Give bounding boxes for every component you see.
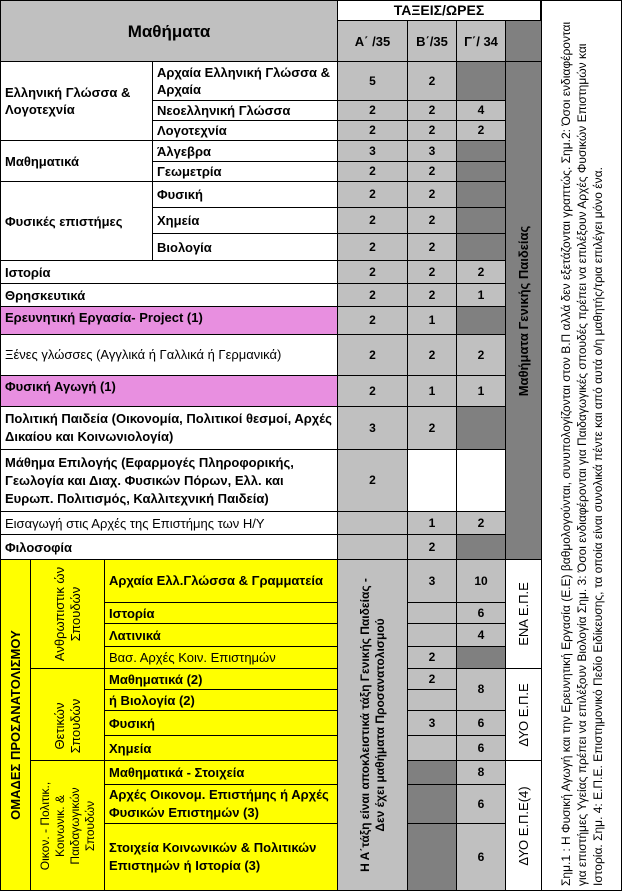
classes-hours-header: ΤΑΞΕΙΣ/ΩΡΕΣ: [337, 0, 541, 21]
hours-b: 1: [407, 511, 457, 535]
orientation-groups-label: ΟΜΑΔΕΣ ΠΡΟΣΑΝΑΤΟΛΙΣΜΟΥ: [0, 559, 31, 891]
hours-b: 2: [407, 161, 457, 182]
sciences-subject: Χημεία: [104, 735, 338, 761]
hours-b: 1: [407, 306, 457, 335]
orientation-hours-c: 6: [456, 823, 506, 891]
subjects-header: Μαθήματα: [0, 0, 338, 62]
orientation-hours-b: 2: [407, 646, 457, 669]
hours-c: [456, 534, 506, 560]
hours-a: 2: [337, 181, 408, 208]
hours-b: 2: [407, 534, 457, 560]
sciences-subject: Μαθηματικά (2): [104, 668, 338, 690]
orientation-hours-c: 6: [456, 710, 506, 736]
hours-b: 2: [407, 260, 457, 284]
orientation-hours-b: [407, 784, 457, 824]
orientation-hours-c: [456, 646, 506, 669]
subject-row-label: Χημεία: [152, 207, 338, 234]
subject-row-label: Αρχαία Ελληνική Γλώσσα & Αρχαία: [152, 61, 338, 101]
orientation-hours-c: 6: [456, 784, 506, 824]
greek-group-label: Ελληνική Γλώσσα & Λογοτεχνία: [0, 61, 153, 141]
subject-row-label: Πολιτική Παιδεία (Οικονομία, Πολιτικοί θεσμοί, Αρχές Δικαίου και Κοινωνιολογία): [0, 406, 338, 450]
hours-c: [456, 140, 506, 162]
hours-a: [337, 511, 408, 535]
hours-a: 2: [337, 449, 408, 512]
hours-b: 1: [407, 375, 457, 407]
hours-a: 2: [337, 260, 408, 284]
subject-row-label: Φυσική: [152, 181, 338, 208]
hours-b: 2: [407, 283, 457, 307]
orientation-hours-b: 3: [407, 559, 457, 603]
hours-a: 3: [337, 140, 408, 162]
hours-a: 2: [337, 207, 408, 234]
hours-b: 3: [407, 140, 457, 162]
sciences-ep-label: ΔΥΟ Ε.Π.Ε: [505, 668, 542, 761]
subject-row-label: Ιστορία: [0, 260, 338, 284]
humanities-ep-label: ΕΝΑ Ε.Π.Ε: [505, 559, 542, 669]
hours-a: 2: [337, 120, 408, 141]
economics-subject: Στοιχεία Κοινωνικών & Πολιτικών Επιστημών ή Ιστορία (3): [104, 823, 338, 891]
hours-a: 5: [337, 61, 408, 101]
subject-row-label: Ερευνητική Εργασία- Project (1): [0, 306, 338, 335]
humanities-subject: Αρχαία Ελλ.Γλώσσα & Γραμματεία: [104, 559, 338, 603]
hours-a: 2: [337, 100, 408, 121]
subject-row-label: Βιολογία: [152, 233, 338, 261]
hours-c: [456, 233, 506, 261]
a-class-note: Η Α΄τάξη είναι αποκλειστικά τάξη Γενικής Παιδείας - Δεν έχει μαθήματα Προσανατολισμού: [337, 559, 408, 891]
hours-c: 1: [456, 283, 506, 307]
general-education-label: Μαθήματα Γενικής Παιδείας: [505, 61, 542, 560]
hours-a: 2: [337, 306, 408, 335]
orientation-hours-c: 6: [456, 602, 506, 624]
hours-a: 2: [337, 334, 408, 376]
hours-b: 2: [407, 100, 457, 121]
orientation-hours-c: 10: [456, 559, 506, 603]
orientation-hours-b: [407, 623, 457, 647]
subject-row-label: Ξένες γλώσσες (Αγγλικά ή Γαλλικά ή Γερμανικά): [0, 334, 338, 376]
subject-row-label: Θρησκευτικά: [0, 283, 338, 307]
humanities-subject: Λατινικά: [104, 623, 338, 647]
subject-row-label: Φυσική Αγωγή (1): [0, 375, 338, 407]
hours-a: 2: [337, 161, 408, 182]
orientation-hours-b: [407, 823, 457, 891]
hours-b: 2: [407, 334, 457, 376]
orientation-hours-b: [407, 689, 457, 711]
hours-c: [456, 207, 506, 234]
subject-row-label: Φιλοσοφία: [0, 534, 338, 560]
hours-c: 2: [456, 260, 506, 284]
humanities-subject: Ιστορία: [104, 602, 338, 624]
hours-a: 2: [337, 283, 408, 307]
math-group-label: Μαθηματικά: [0, 140, 153, 182]
subject-row-label: Γεωμετρία: [152, 161, 338, 182]
subject-row-label: Άλγεβρα: [152, 140, 338, 162]
humanities-group-label: Ανθρωπιστικ ών Σπουδών: [30, 559, 105, 669]
economics-ep-label: ΔΥΟ Ε.Π.Ε(4): [505, 760, 542, 891]
orientation-hours-c: 8: [456, 668, 506, 711]
hours-b: [407, 449, 457, 512]
sciences-subject: ή Βιολογία (2): [104, 689, 338, 711]
sciences-group-label: Θετικών Σπουδών: [30, 668, 105, 783]
orientation-hours-b: [407, 760, 457, 785]
hours-a: [337, 534, 408, 560]
orientation-hours-c: 4: [456, 623, 506, 647]
header-spacer: [505, 20, 542, 62]
orientation-hours-b: 2: [407, 668, 457, 690]
physics-group-label: Φυσικές επιστήμες: [0, 181, 153, 261]
hours-c: 1: [456, 375, 506, 407]
hours-b: 2: [407, 181, 457, 208]
economics-group-label: Οικον. - Πολιτικ., Κοινωνικ. & Παιδαγωγικών Σπουδών: [30, 760, 105, 891]
hours-c: 2: [456, 120, 506, 141]
orientation-hours-b: 3: [407, 710, 457, 736]
hours-c: [456, 181, 506, 208]
economics-subject: Μαθηματικά - Στοιχεία: [104, 760, 338, 785]
economics-subject: Αρχές Οικονομ. Επιστήμης ή Αρχές Φυσικών Επιστημών (3): [104, 784, 338, 824]
subject-row-label: Λογοτεχνία: [152, 120, 338, 141]
sciences-subject: Φυσική: [104, 710, 338, 736]
footnotes: Σημ.1 : Η Φυσική Αγωγή και την Ερευνητική Εργασία (Ε.Ε) βαθμολογούνται, συνυπολογίζονται στον Β.Π αλλά δεν εξετάζονται γραπτώς. Σημ.2: Όσοι ενδιαφέρονται για επιστήμες Υγείας πρέπει να επιλέξουν Βιολογία Σημ. 3: Όσοι ενδιαφέρονται για Παιδαγωγικές σπουδές πρέπει να επιλέξουν Αρχές Φυσικών Επιστημών και Ιστορία. Σημ. 4: Ε.Π.Ε. Επιστημονικό Πεδίο Ειδίκευσης, τα οποία είναι συνολικά πέντε και από αυτά ο/η μαθητής/τρια επιλέγει μόνο ένα.: [541, 0, 622, 891]
hours-b: 2: [407, 207, 457, 234]
hours-b: 2: [407, 406, 457, 450]
hours-c: 2: [456, 511, 506, 535]
orientation-hours-b: [407, 735, 457, 761]
humanities-subject: Βασ. Αρχές Κοιν. Επιστημών: [104, 646, 338, 669]
class-a-header: Α΄ /35: [337, 20, 408, 62]
subject-row-label: Εισαγωγή στις Αρχές της Επιστήμης των Η/Υ: [0, 511, 338, 535]
hours-b: 2: [407, 61, 457, 101]
hours-c: [456, 406, 506, 450]
hours-c: [456, 306, 506, 335]
hours-c: [456, 61, 506, 101]
hours-c: [456, 449, 506, 512]
hours-c: 4: [456, 100, 506, 121]
hours-b: 2: [407, 120, 457, 141]
hours-a: 3: [337, 406, 408, 450]
class-c-header: Γ΄/ 34: [456, 20, 506, 62]
hours-c: [456, 161, 506, 182]
hours-c: 2: [456, 334, 506, 376]
hours-b: 2: [407, 233, 457, 261]
subject-row-label: Μάθημα Επιλογής (Εφαρμογές Πληροφορικής, Γεωλογία και Διαχ. Φυσικών Πόρων, Ελλ. και Ευρωπ. Πολιτισμός, Καλλιτεχνική Παιδεία): [0, 449, 338, 512]
subject-row-label: Νεοελληνική Γλώσσα: [152, 100, 338, 121]
orientation-hours-b: [407, 602, 457, 624]
hours-a: 2: [337, 233, 408, 261]
class-b-header: Β΄/35: [407, 20, 457, 62]
hours-a: 2: [337, 375, 408, 407]
orientation-hours-c: 8: [456, 760, 506, 785]
orientation-hours-c: 6: [456, 735, 506, 761]
